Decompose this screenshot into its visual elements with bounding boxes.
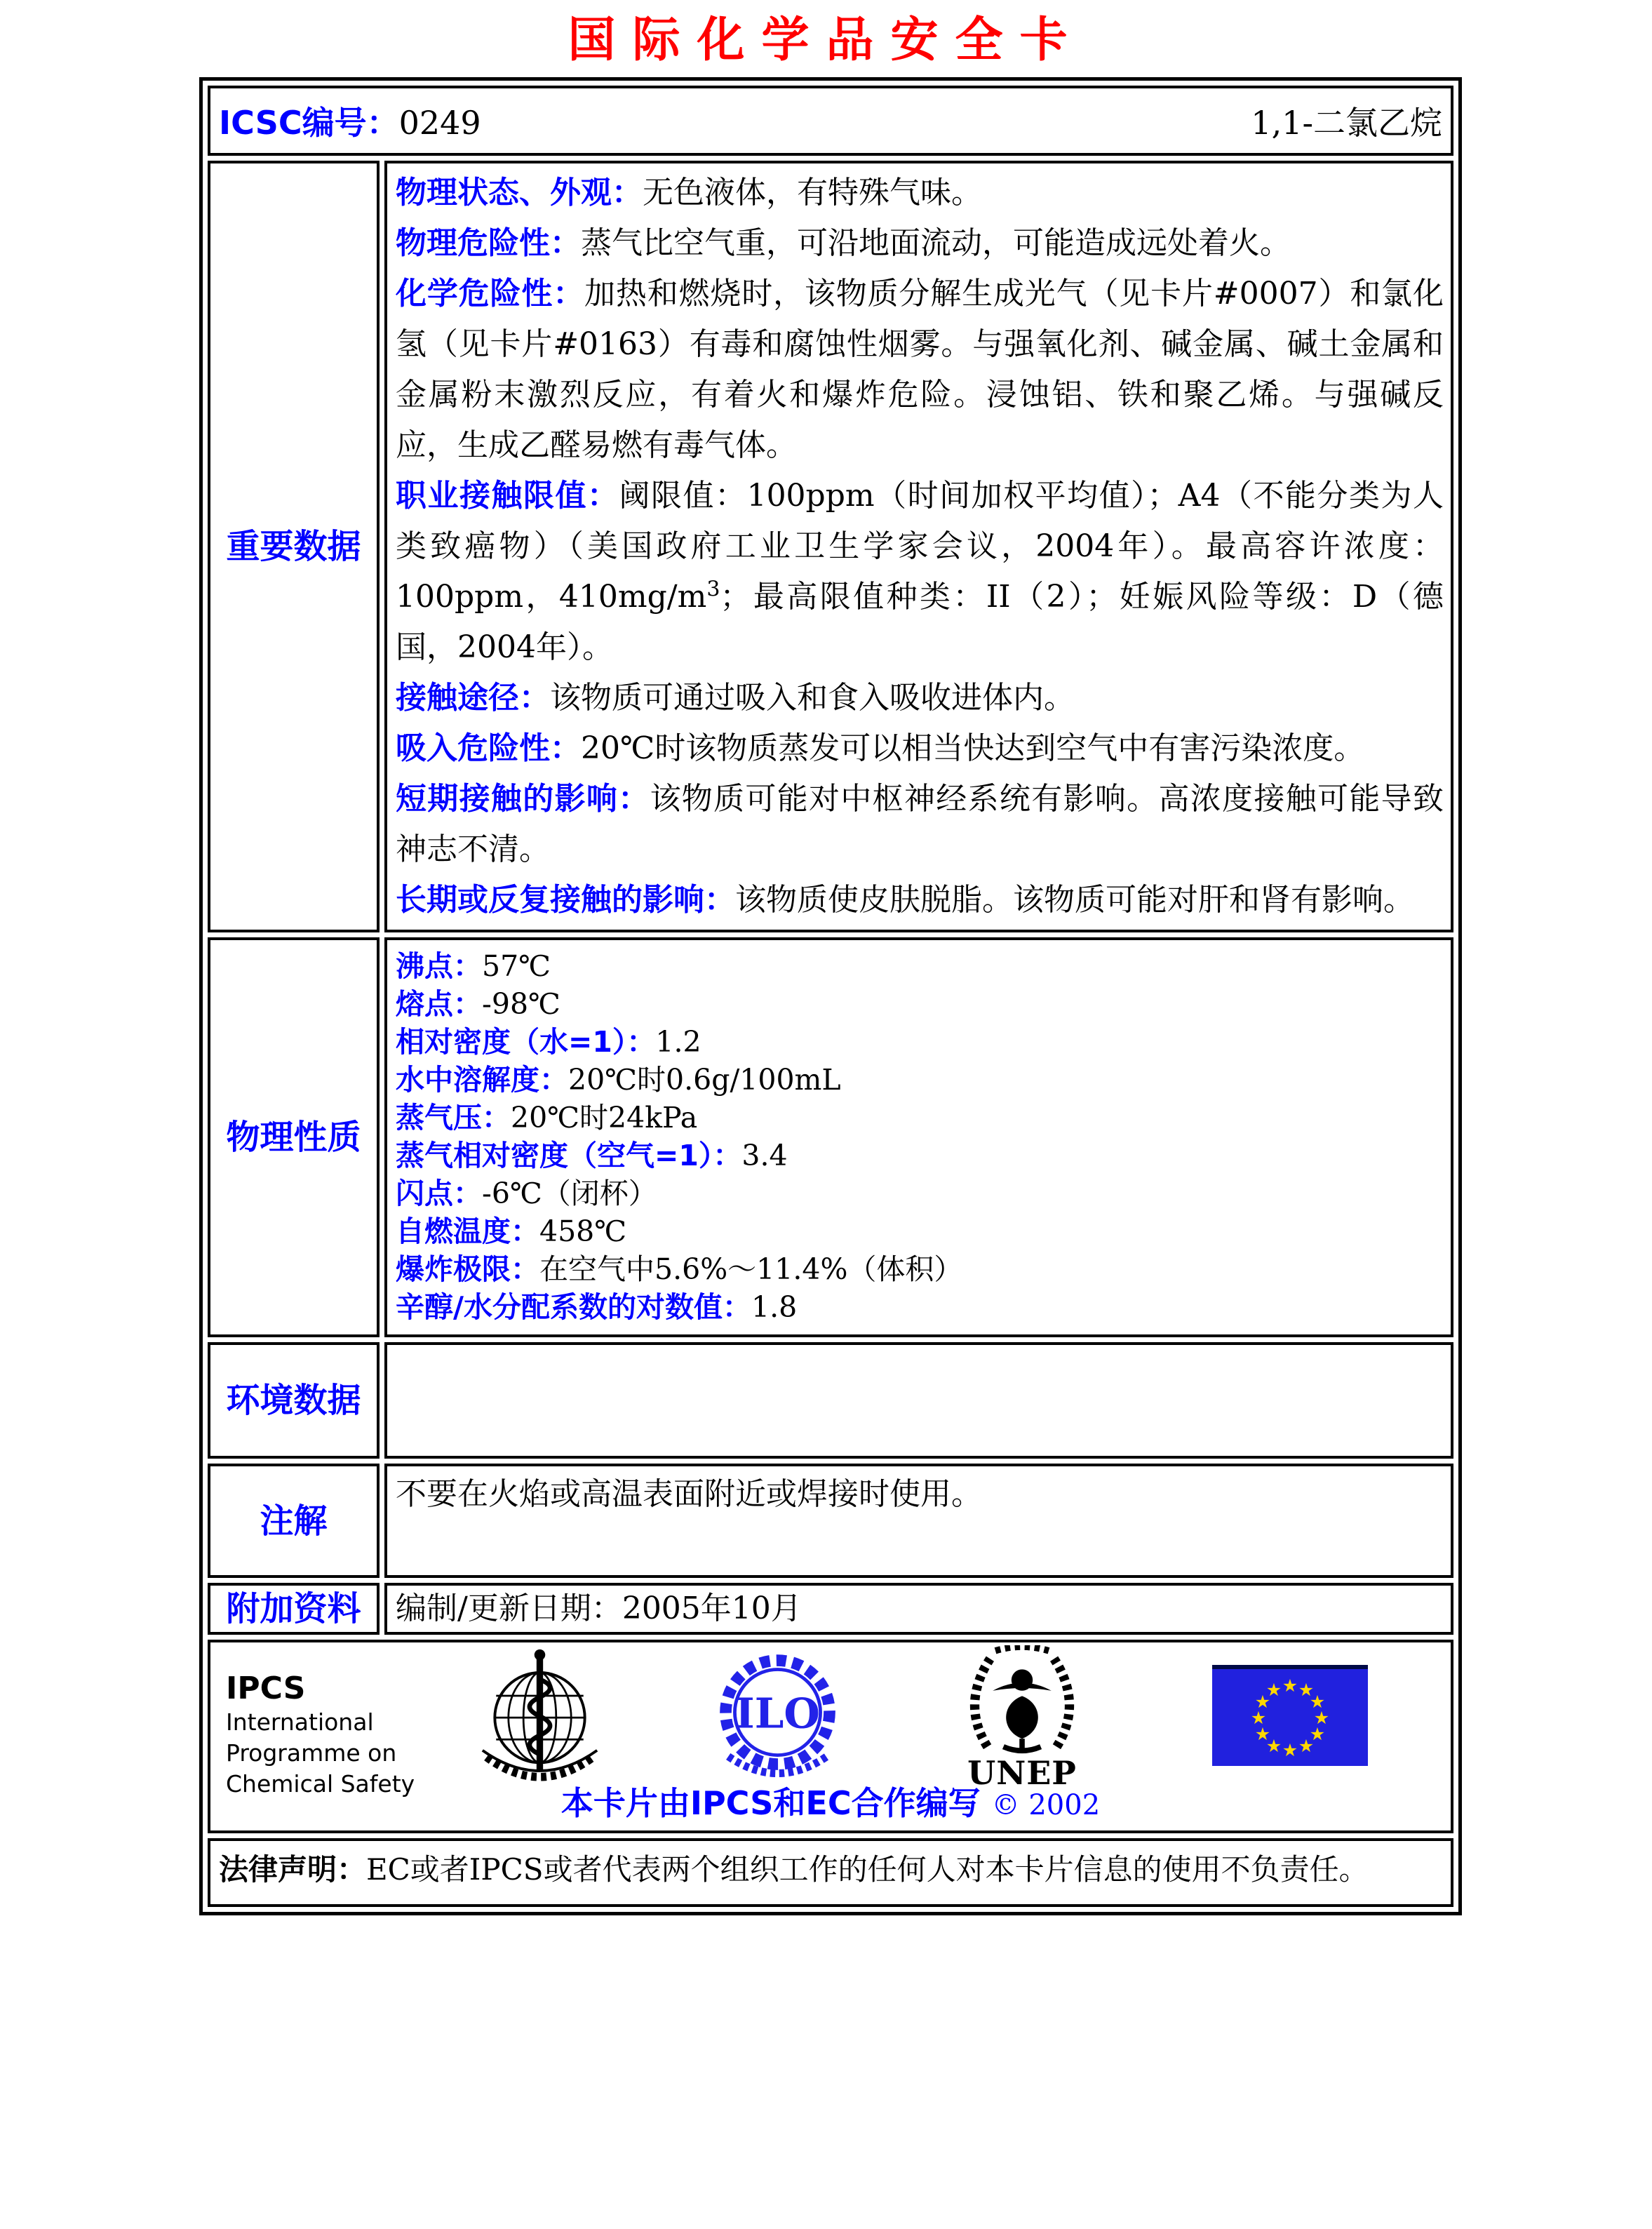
property-label: 熔点： xyxy=(396,987,482,1021)
property-label: 爆炸极限： xyxy=(396,1252,539,1286)
important-item: 物理状态、外观：无色液体，有特殊气味。 xyxy=(396,175,982,210)
additional-info-row xyxy=(208,1583,1453,1635)
svg-text:★: ★ xyxy=(1265,1680,1282,1700)
property-value: 1.8 xyxy=(751,1290,798,1324)
physical-property-line xyxy=(396,1061,1444,1099)
field-label: 吸入危险性： xyxy=(396,730,581,766)
physical-properties-content xyxy=(387,940,1451,1334)
svg-text:★: ★ xyxy=(1254,1692,1271,1712)
environmental-data-content xyxy=(384,1342,1453,1459)
physical-property-line xyxy=(396,1137,1444,1174)
legal-notice xyxy=(210,1841,1451,1904)
ilo-emblem-icon xyxy=(713,1649,842,1796)
property-value: 20℃时0.6g/100mL xyxy=(568,1063,841,1097)
icsc-number-group xyxy=(219,98,481,144)
property-value: 458℃ xyxy=(539,1214,627,1248)
ipcs-label-block xyxy=(226,1671,415,1800)
svg-text:★: ★ xyxy=(1298,1680,1315,1700)
svg-text:★: ★ xyxy=(1313,1708,1330,1728)
field-label: 接触途径： xyxy=(396,680,550,716)
property-label: 蒸气相对密度（空气=1）： xyxy=(396,1139,742,1172)
property-value: -6℃（闭杯） xyxy=(482,1177,657,1210)
important-item: 短期接触的影响：该物质可能对中枢神经系统有影响。高浓度接触可能导致神志不清。 xyxy=(396,781,1444,867)
row-label-notes: 注解 xyxy=(208,1464,380,1578)
property-label: 相对密度（水=1）： xyxy=(396,1025,656,1059)
property-value: 1.2 xyxy=(655,1025,701,1059)
svg-text:ILO: ILO xyxy=(735,1688,820,1738)
field-label: 长期或反复接触的影响： xyxy=(396,882,735,918)
important-item: 接触途径：该物质可通过吸入和食入吸收进体内。 xyxy=(396,680,1075,716)
icsc-card-table xyxy=(199,77,1462,1915)
ipcs-line-1: International xyxy=(226,1708,374,1736)
property-label: 自燃温度： xyxy=(396,1214,539,1248)
ipcs-acronym: IPCS xyxy=(226,1671,306,1706)
row-label-environment: 环境数据 xyxy=(208,1342,380,1459)
notes-row xyxy=(208,1464,1453,1578)
field-label: 化学危险性： xyxy=(396,276,585,312)
environmental-data-row xyxy=(208,1342,1453,1459)
unep-emblem-icon xyxy=(955,1645,1089,1790)
svg-text:★: ★ xyxy=(1282,1675,1298,1696)
important-data-row xyxy=(208,161,1453,932)
property-label: 水中溶解度： xyxy=(396,1063,568,1097)
property-value: 57℃ xyxy=(482,949,551,983)
field-label: 物理状态、外观： xyxy=(396,175,643,210)
important-item: 长期或反复接触的影响：该物质使皮肤脱脂。该物质可能对肝和肾有影响。 xyxy=(396,882,1414,918)
unep-caption: UNEP xyxy=(967,1754,1077,1792)
svg-text:★: ★ xyxy=(1309,1724,1326,1744)
physical-property-line xyxy=(396,1099,1444,1137)
row-label-important: 重要数据 xyxy=(208,161,380,932)
copyright-text: © 2002 xyxy=(991,1789,1101,1821)
ipcs-line-2: Programme on xyxy=(226,1739,397,1767)
header-row xyxy=(208,86,1453,156)
field-label: 短期接触的影响： xyxy=(396,781,650,817)
field-label: 物理危险性： xyxy=(396,225,581,261)
property-value: 3.4 xyxy=(741,1139,788,1172)
chemical-name: 1,1-二氯乙烷 xyxy=(1251,104,1442,142)
card-subtitle xyxy=(210,1783,1451,1825)
svg-text:★: ★ xyxy=(1265,1736,1282,1756)
physical-property-line xyxy=(396,1212,1444,1250)
additional-info-content: 编制/更新日期：2005年10月 xyxy=(396,1591,802,1626)
icsc-number-label: ICSC编号： xyxy=(219,104,399,142)
card-header xyxy=(210,88,1451,153)
physical-property-line xyxy=(396,1288,1444,1326)
svg-text:★: ★ xyxy=(1298,1736,1315,1756)
property-label: 沸点： xyxy=(396,949,482,983)
svg-text:★: ★ xyxy=(1254,1724,1271,1744)
legal-text: EC或者IPCS或者代表两个组织工作的任何人对本卡片信息的使用不负责任。 xyxy=(366,1852,1369,1887)
icsc-number-value: 0249 xyxy=(398,104,481,142)
row-label-physical: 物理性质 xyxy=(208,937,380,1337)
important-data-content xyxy=(387,163,1451,930)
svg-text:★: ★ xyxy=(1309,1692,1326,1712)
logos-row xyxy=(208,1640,1453,1833)
ipcs-line-3: Chemical Safety xyxy=(226,1770,415,1798)
svg-text:★: ★ xyxy=(1250,1708,1267,1728)
page-title: 国际化学品安全卡 xyxy=(568,13,1084,68)
row-label-additional: 附加资料 xyxy=(208,1583,380,1635)
superscript: 3 xyxy=(706,577,720,602)
who-emblem-icon xyxy=(471,1647,608,1797)
svg-text:★: ★ xyxy=(1282,1740,1298,1760)
physical-property-line xyxy=(396,947,1444,985)
important-item: 化学危险性：加热和燃烧时，该物质分解生成光气（见卡片#0007）和氯化氢（见卡片#0163）有毒和腐蚀性烟雾。与强氧化剂、碱金属、碱土金属和金属粉末激烈反应，有着火和爆炸危险。浸蚀铝、铁和聚乙烯。与强碱反应，生成乙醛易燃有毒气体。 xyxy=(396,276,1444,463)
property-value: 在空气中5.6%～11.4%（体积） xyxy=(539,1252,963,1286)
physical-property-line xyxy=(396,1250,1444,1288)
physical-property-line xyxy=(396,1174,1444,1212)
logos-block xyxy=(210,1642,1451,1830)
legal-row xyxy=(208,1838,1453,1907)
legal-label: 法律声明： xyxy=(219,1852,367,1887)
eu-flag-icon xyxy=(1212,1665,1368,1766)
property-value: 20℃时24kPa xyxy=(511,1101,698,1134)
property-value: -98℃ xyxy=(482,987,560,1021)
important-item: 物理危险性：蒸气比空气重，可沿地面流动，可能造成远处着火。 xyxy=(396,225,1291,261)
notes-content: 不要在火焰或高温表面附近或焊接时使用。 xyxy=(396,1476,982,1512)
icsc-card-page xyxy=(0,14,1652,2229)
important-item: 吸入危险性：20℃时该物质蒸发可以相当快达到空气中有害污染浓度。 xyxy=(396,730,1365,766)
important-item: 职业接触限值：阈限值：100ppm（时间加权平均值）；A4（不能分类为人类致癌物）（美国政府工业卫生学家会议，2004年）。最高容许浓度：100ppm，$410mg/m^3$；最高限值种类：II（2）；妊娠风险等级：D（德国，2004年）。 xyxy=(396,478,1444,665)
physical-property-line xyxy=(396,985,1444,1023)
property-label: 辛醇/水分配系数的对数值： xyxy=(396,1290,751,1324)
property-label: 闪点： xyxy=(396,1177,482,1210)
physical-property-line xyxy=(396,1023,1444,1061)
property-label: 蒸气压： xyxy=(396,1101,511,1134)
field-label: 职业接触限值： xyxy=(396,478,619,514)
subtitle-text: 本卡片由IPCS和EC合作编写 xyxy=(560,1784,981,1822)
physical-properties-row xyxy=(208,937,1453,1337)
